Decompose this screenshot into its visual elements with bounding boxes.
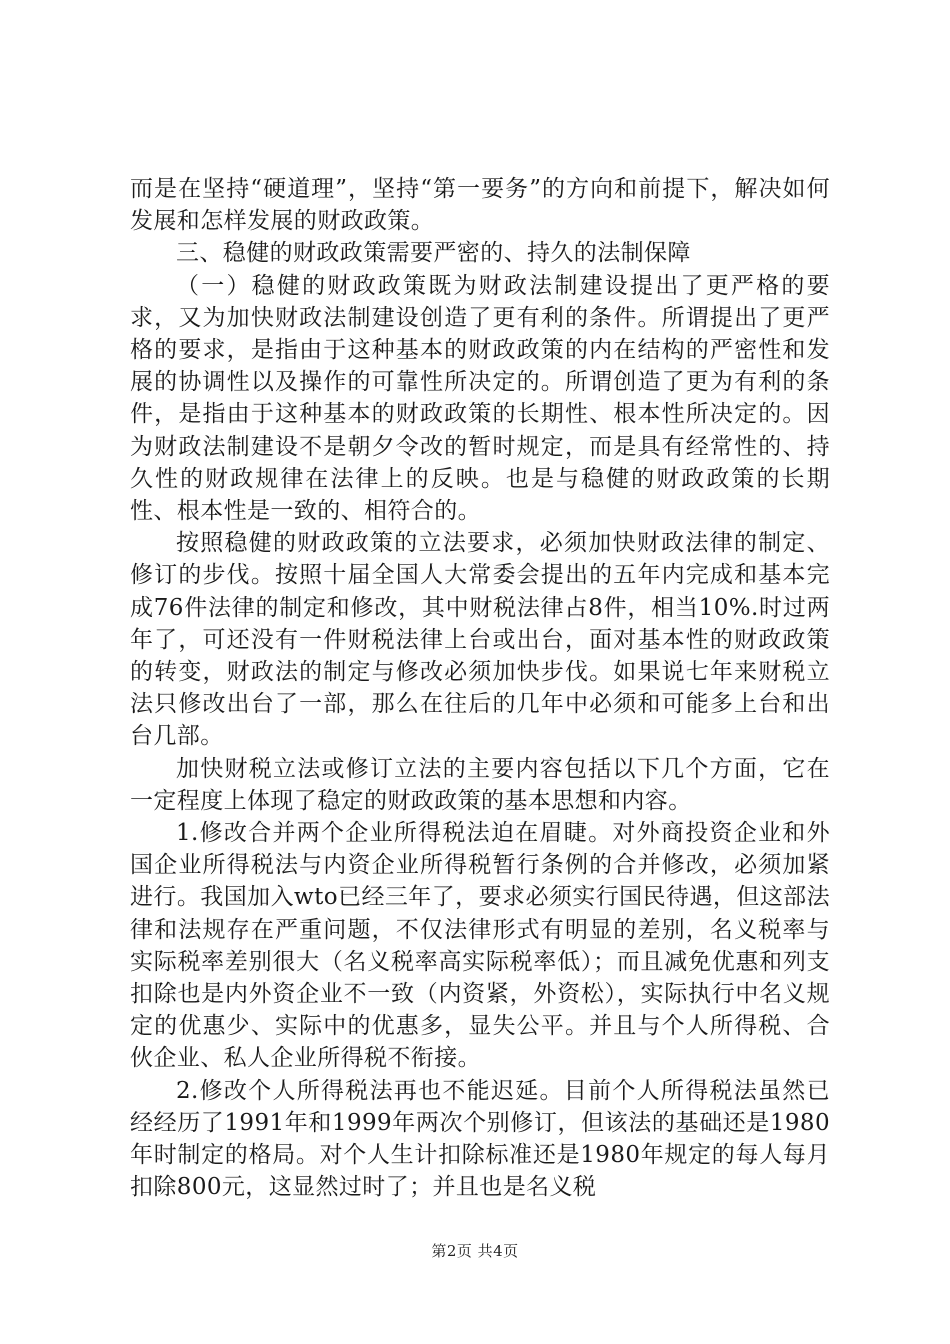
paragraph-item-1: 1.修改合并两个企业所得税法迫在眉睫。对外商投资企业和外国企业所得税法与内资企业所得税暂行条例的合并修改，必须加紧进行。我国加入wto已经三年了，要求必须实行国民待遇，但这部法律和法规存在严重问题，不仅法律形式有明显的差别，名义税率与实际税率差别很大（名义税率高实际税率低）；而且减免优惠和列支扣除也是内外资企业不一致（内资紧，外资松），实际执行中名义规定的优惠少、实际中的优惠多，显失公平。并且与个人所得税、合伙企业、私人企业所得税不衔接。 (130, 820, 830, 1072)
paragraph-continuation: 而是在坚持“硬道理”，坚持“第一要务”的方向和前提下，解决如何发展和怎样发展的财政政策。 (130, 176, 830, 235)
page-number-footer: 第2页 共4页 (431, 1242, 519, 1260)
paragraph: 加快财税立法或修订立法的主要内容包括以下几个方面，它在一定程度上体现了稳定的财政政策的基本思想和内容。 (130, 755, 830, 814)
paragraph: 按照稳健的财政政策的立法要求，必须加快财政法律的制定、修订的步伐。按照十届全国人大常委会提出的五年内完成和基本完成76件法律的制定和修改，其中财税法律占8件，相当10%.时过两年了，可还没有一件财税法律上台或出台，面对基本性的财政政策的转变，财政法的制定与修改必须加快步伐。如果说七年来财税立法只修改出台了一部，那么在往后的几年中必须和可能多上台和出台几部。 (130, 530, 830, 750)
document-body (130, 173, 830, 1204)
paragraph-item-2: 2.修改个人所得税法再也不能迟延。目前个人所得税法虽然已经经历了1991年和1999年两次个别修订，但该法的基础还是1980年时制定的格局。对个人生计扣除标准还是1980年规定的每人每月扣除800元，这显然过时了；并且也是名义税 (130, 1077, 830, 1201)
paragraph: （一）稳健的财政政策既为财政法制建设提出了更严格的要求，又为加快财政法制建设创造了更有利的条件。所谓提出了更严格的要求，是指由于这种基本的财政政策的内在结构的严密性和发展的协调性以及操作的可靠性所决定的。所谓创造了更为有利的条件，是指由于这种基本的财政政策的长期性、根本性所决定的。因为财政法制建设不是朝夕令改的暂时规定，而是具有经常性的、持久性的财政规律在法律上的反映。也是与稳健的财政政策的长期性、根本性是一致的、相符合的。 (130, 272, 830, 525)
section-heading: 三、稳健的财政政策需要严密的、持久的法制保障 (176, 240, 691, 267)
